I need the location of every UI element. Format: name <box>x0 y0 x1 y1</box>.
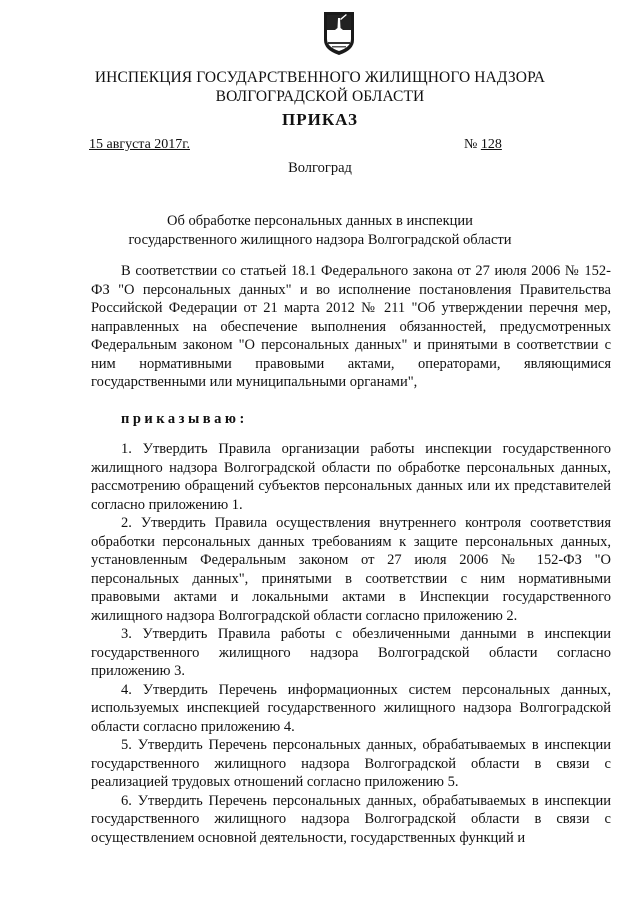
subject-line1: Об обработке персональных данных в инспекции <box>167 213 473 229</box>
preamble-paragraph: В соответствии со статьей 18.1 Федерального закона от 27 июля 2006 № 152-ФЗ "О персональных данных" и во исполнение постановления Правительства Российской Федерации от 21 марта 2012 № 211 "Об утверждении перечня мер, направленных на обеспечение выполнения обязанностей, предусмотренных Федеральным законом "О персональных данных" и принятыми в соответствии с ним нормативными правовыми актами, операторами, являющимися государственными или муниципальными органами", <box>91 263 611 390</box>
document-subject <box>0 212 640 250</box>
order-word: приказываю: <box>121 410 248 427</box>
subject-line2: государственного жилищного надзора Волгоградской области <box>128 232 512 248</box>
order-item-1: 1. Утвердить Правила организации работы инспекции государственного жилищного надзора Волгоградской области по обработке персональных данных, рассмотрению обращений субъектов персональных данных или их представителей согласно приложению 1. <box>91 441 611 513</box>
order-item-5: 5. Утвердить Перечень персональных данных, обрабатываемых в инспекции государственного жилищного надзора Волгоградской области в связи с реализацией трудовых отношений согласно приложению 5. <box>91 737 611 790</box>
document-type-title: ПРИКАЗ <box>282 110 358 129</box>
document-city: Волгоград <box>288 160 352 176</box>
document-body <box>91 262 611 847</box>
number-value: 128 <box>480 137 502 152</box>
organization-name <box>0 68 640 106</box>
organization-name-line1: ИНСПЕКЦИЯ ГОСУДАРСТВЕННОГО ЖИЛИЩНОГО НАДЗОРА <box>94 69 546 86</box>
document-date: 15 августа 2017г. <box>89 137 190 152</box>
organization-name-line2: ВОЛГОГРАДСКОЙ ОБЛАСТИ <box>215 88 425 105</box>
coat-of-arms-icon <box>322 10 356 56</box>
number-sign: № <box>464 137 478 152</box>
order-item-6: 6. Утвердить Перечень персональных данных, обрабатываемых в инспекции государственного жилищного надзора Волгоградской области в связи с осуществлением основной деятельности, государственных функций и <box>91 792 611 846</box>
document-number <box>464 137 502 153</box>
order-item-3: 3. Утвердить Правила работы с обезличенными данными в инспекции государственного жилищного надзора Волгоградской области согласно приложению 3. <box>91 626 611 679</box>
order-item-4: 4. Утвердить Перечень информационных систем персональных данных, используемых инспекцией государственного жилищного надзора Волгоградской области согласно приложению 4. <box>91 681 611 735</box>
order-item-2: 2. Утвердить Правила осуществления внутреннего контроля соответствия обработки персональных данных требованиям к защите персональных данных, установленным Федеральным законом от 27 июля 2006 № 152-ФЗ "О персональных данных", принятыми в соответствии с ним нормативными правовыми актами и локальными актами в Инспекции государственного жилищного надзора Волгоградской области согласно приложению 2. <box>91 515 611 624</box>
